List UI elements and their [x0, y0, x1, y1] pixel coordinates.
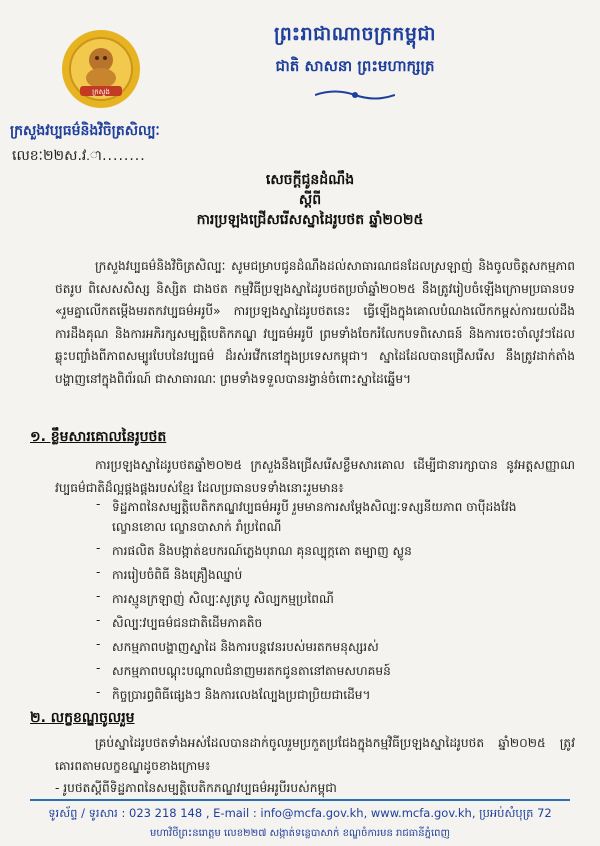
reference-label: លេខៈ: [12, 148, 43, 164]
footer-address: មហាវិថីព្រះនរោត្តម លេខ២២៧ សង្កាត់ទន្លេបាសាក់ ខណ្ឌចំការមន រាជធានីភ្នំពេញ: [149, 828, 451, 839]
ministry-seal: [60, 28, 142, 110]
list-item: - ទិដ្ឋភាពនៃសម្បត្តិបេតិកភណ្ឌវប្បធម៌អរូបី រួមមានការសម្តែងសិល្បៈទស្សនីយភាព ចាប៉ីដងវែង ល្ខោនខោល ល្ខោនបាសាក់ រាំប្រពៃណី: [96, 497, 517, 534]
section-1-topic-list: [96, 497, 566, 709]
list-item: - ការស្មូនក្រឡាញ់ សិល្បៈសូត្របូ សិល្បកម្មប្រពៃណី: [96, 589, 334, 606]
list-item: - ការផលិត និងបង្កាត់ឧបករណ៍ភ្លេងបុរាណ គុនល្បុក្កតោ តម្បាញ ស្លូន: [96, 541, 412, 558]
list-item: - សកម្មភាពបណ្តុះបណ្តាលជំនាញមរតកជូនតានៅតាមសហគមន៍: [96, 661, 391, 678]
seal-emblem-icon: [60, 28, 142, 110]
section-2-text: គ្រប់ស្នាដៃរូបថតទាំងអស់ដែលបានដាក់ចូលរួមប្រកួតប្រជែងក្នុងកម្មវិធីប្រឡងស្នាដៃរូបថត ឆ្នាំ២០២៥ ត្រូវគោរពតាមលក្ខខណ្ឌដូចខាងក្រោម៖: [55, 736, 575, 773]
kingdom-heading: ព្រះរាជាណាចក្រកម្ពុជា: [274, 23, 436, 45]
divider-ornament-icon: [315, 88, 395, 102]
list-item: - រូបថតស្តីពីទិដ្ឋភាពនៃសម្បត្តិបេតិកភណ្ឌវប្បធម៌អរូបីរបស់កម្ពុជា: [55, 781, 337, 795]
reference-dots: ........: [102, 148, 146, 164]
section-2-paragraph: [55, 732, 575, 800]
list-item: - សិល្បៈវប្បធម៌ជនជាតិដើមភាគតិច: [96, 613, 263, 630]
section-2-heading: ២. លក្ខខណ្ឌចូលរួម: [30, 710, 135, 726]
reference-number: [12, 146, 146, 167]
footer-divider: [30, 799, 570, 801]
ministry-name: ក្រសួងវប្បធម៌និងវិចិត្រសិល្បៈ: [10, 123, 160, 139]
notice-title: សេចក្តីជូនដំណឹង: [265, 172, 355, 188]
section-1-heading: ១. ខ្លឹមសារគោលនៃរូបថត: [30, 429, 167, 445]
footer-contact: ទូរស័ព្ទ / ទូរសារ : 023 218 148 , E-mail : info@mcfa.gov.kh, www.mcfa.gov.kh, ប្រអប់សំបុត្រ 72: [48, 806, 552, 820]
list-item: - ការរៀបចំពិធី និងគ្រឿងឈ្នាប់: [96, 565, 243, 582]
section-1-paragraph: ការប្រឡងស្នាដៃរូបថតឆ្នាំ២០២៥ ក្រសួងនឹងជ្រើសរើសខ្លឹមសារគោល ដើម្បីជានារក្សាបាន នូវអត្តសញ្ញាណវប្បធម៌ជាតិដ៏ល្អផ្ដងផ្ដងរបស់ខ្មែរ ដែលប្រធានបទទាំងនោះរួមមាន៖: [55, 458, 575, 495]
svg-text:ក្រសួង: ក្រសួង: [92, 88, 110, 96]
list-item: - កិច្ចប្រារព្ធពិធីផ្សេងៗ និងការលេងល្បែងប្រជាប្រិយជាដើម។: [96, 685, 371, 702]
notice-subtitle: ស្តីពី: [298, 192, 322, 208]
reference-value: ២២ស.វ.ា: [42, 148, 103, 164]
national-motto: ជាតិ សាសនា ព្រះមហាក្សត្រ: [275, 57, 435, 75]
list-item: - សកម្មភាពបង្ហាញស្នាដៃ និងការបន្តវេនរបស់មរតកមនុស្សរស់: [96, 637, 379, 654]
notice-subject: ការប្រឡងជ្រើសរើសស្នាដៃរូបថត ឆ្នាំ២០២៥: [196, 212, 424, 228]
intro-paragraph: ក្រសួងវប្បធម៌និងវិចិត្រសិល្បៈ សូមជម្រាបជូនដំណឹងដល់សាធារណជនដែលស្រឡាញ់ និងចូលចិត្តសកម្មភាពថតរូប ពិសេសសិស្ស និស្សិត ជាងថត កម្មវិធីប្រឡងស្នាដៃរូបថតប្រចាំឆ្នាំ២០២៥ នឹងត្រូវរៀបចំឡើងក្រោមប្រធានបទ «រួមគ្នាលើកតម្កើងមរតកវប្បធម៌អរូបី» ការប្រឡងស្នាដៃរូបថតនេះ ធ្វើឡើងក្នុងគោលបំណងលើកកម្ពស់ការយល់ដឹង ការដឹងគុណ និងការអភិរក្សសម្បត្តិបេតិកភណ្ឌ វប្បធម៌អរូបី ព្រមទាំងចែករំលែកបទពិសោធន៍ និងការចេះចាំលូវៗដែលឆ្លុះបញ្ចាំងពីភាពសម្បូរបែបនៃវប្បធម៌ ដ៏រស់រវើកនៅក្នុងប្រទេសកម្ពុជា។ ស្នាដៃដែលបានជ្រើសរើស នឹងត្រូវដាក់តាំងបង្ហាញនៅក្នុងពិព័រណ៍ ជាសាធារណៈ ព្រមទាំងទទួលបានរង្វាន់ចំពោះស្នាដៃឆ្នើម។: [55, 259, 575, 386]
